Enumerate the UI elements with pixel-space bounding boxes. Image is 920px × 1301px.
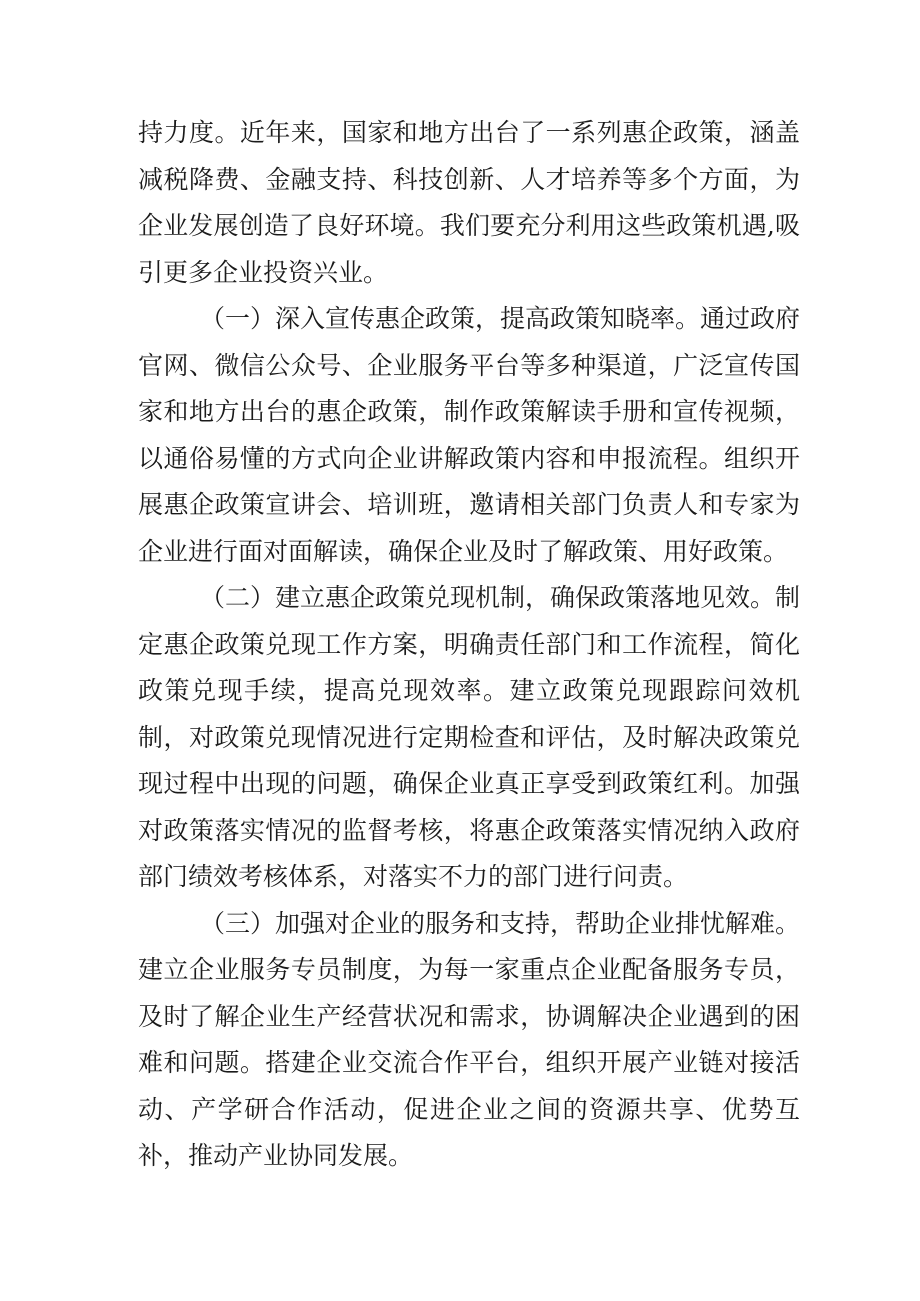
paragraph-section-2: （二）建立惠企政策兑现机制，确保政策落地见效。制定惠企政策兑现工作方案，明确责任部门和工作流程，简化政策兑现手续，提高兑现效率。建立政策兑现跟踪问效机制，对政策兑现情况进行定期检查和评估，及时解决政策兑现过程中出现的问题，确保企业真正享受到政策红利。加强对政策落实情况的监督考核，将惠企政策落实情况纳入政府部门绩效考核体系，对落实不力的部门进行问责。 bbox=[138, 583, 801, 891]
paragraph-section-3: （三）加强对企业的服务和支持，帮助企业排忧解难。建立企业服务专员制度，为每一家重点企业配备服务专员，及时了解企业生产经营状况和需求，协调解决企业遇到的困难和问题。搭建企业交流合作平台，组织开展产业链对接活动、产学研合作活动，促进企业之间的资源共享、优势互补，推动产业协同发展。 bbox=[138, 908, 801, 1170]
paragraph-continuation: 持力度。近年来，国家和地方出台了一系列惠企政策，涵盖减税降费、金融支持、科技创新、人才培养等多个方面，为企业发展创造了良好环境。我们要充分利用这些政策机遇,吸引更多企业投资兴业。 bbox=[138, 118, 800, 287]
paragraph-section-1: （一）深入宣传惠企政策，提高政策知晓率。通过政府官网、微信公众号、企业服务平台等多种渠道，广泛宣传国家和地方出台的惠企政策，制作政策解读手册和宣传视频，以通俗易懂的方式向企业讲解政策内容和申报流程。组织开展惠企政策宣讲会、培训班，邀请相关部门负责人和专家为企业进行面对面解读，确保企业及时了解政策、用好政策。 bbox=[138, 304, 801, 566]
document-body bbox=[138, 110, 800, 1180]
